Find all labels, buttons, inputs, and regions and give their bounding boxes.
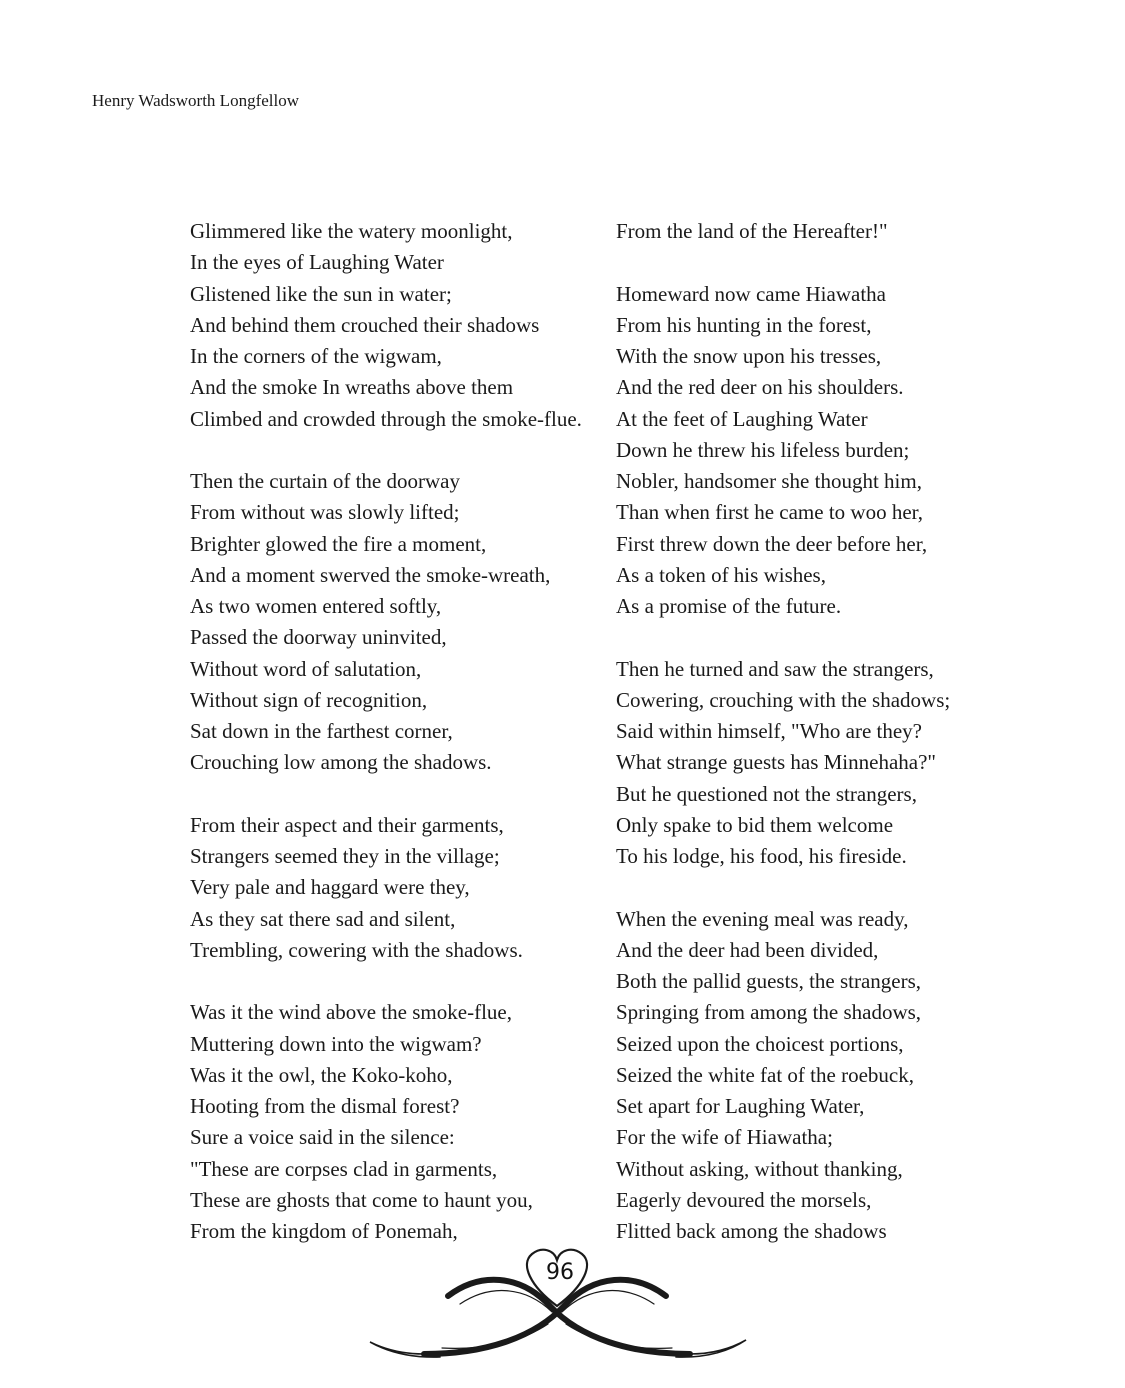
poem-line: Seized upon the choicest portions, (616, 1031, 904, 1056)
stanza (190, 466, 610, 779)
poem-line: Than when first he came to woo her, (616, 500, 924, 525)
poem-line: Glimmered like the watery moonlight, (190, 219, 513, 243)
stanza (616, 654, 1036, 873)
poem-line: Muttering down into the wigwam? (190, 1031, 482, 1056)
poem-line: Without sign of recognition, (190, 687, 428, 712)
poem-line: When the evening meal was ready, (616, 906, 909, 931)
poem-line: Without asking, without thanking, (616, 1156, 903, 1181)
poem-line: But he questioned not the strangers, (616, 781, 917, 806)
poem-line: Cowering, crouching with the shadows; (616, 687, 951, 712)
poem-line: To his lodge, his food, his fireside. (616, 844, 907, 868)
poem-line: And the red deer on his shoulders. (616, 375, 904, 400)
poem-column-right (616, 216, 1036, 1247)
poem-line: Both the pallid guests, the strangers, (616, 969, 922, 993)
page-number: 96 (546, 1260, 574, 1285)
poem-line: Down he threw his lifeless burden; (616, 437, 910, 462)
poem-line: And the smoke In wreaths above them (190, 375, 514, 400)
stanza (190, 997, 610, 1247)
poem-line: As a token of his wishes, (616, 562, 826, 587)
poem-line: Brighter glowed the fire a moment, (190, 531, 487, 556)
stanza (190, 216, 610, 435)
poem-line: These are ghosts that come to haunt you, (190, 1187, 533, 1212)
poem-line: Nobler, handsomer she thought him, (616, 469, 922, 493)
poem-line: Homeward now came Hiawatha (616, 281, 886, 306)
poem-line: Climbed and crowded through the smoke-flue. (190, 406, 582, 431)
stanza (616, 216, 1036, 247)
poem-line: Was it the wind above the smoke-flue, (190, 1000, 512, 1025)
poem-line: Passed the doorway uninvited, (190, 625, 447, 650)
poem-line: Flitted back among the shadows (616, 1219, 887, 1243)
poem-line: Trembling, cowering with the shadows. (190, 937, 523, 962)
poem-line: Seized the white fat of the roebuck, (616, 1062, 914, 1087)
poem-line: Crouching low among the shadows. (190, 750, 492, 775)
poem-line: Then the curtain of the doorway (190, 469, 460, 493)
poem-line: And a moment swerved the smoke-wreath, (190, 562, 551, 587)
stanza (616, 279, 1036, 623)
poem-column-left (190, 216, 610, 1247)
poem-line: Very pale and haggard were they, (190, 875, 470, 900)
poem-line: From the land of the Hereafter!" (616, 219, 888, 243)
poem-line: From the kingdom of Ponemah, (190, 1219, 458, 1243)
poem-line: Without word of salutation, (190, 656, 422, 681)
poem-line: Springing from among the shadows, (616, 1000, 922, 1025)
poem-line: Only spake to bid them welcome (616, 812, 894, 837)
poem-line: Set apart for Laughing Water, (616, 1094, 865, 1118)
poem-line: For the wife of Hiawatha; (616, 1125, 833, 1150)
poem-line: From their aspect and their garments, (190, 812, 504, 837)
poem-line: As they sat there sad and silent, (190, 906, 456, 931)
poem-line: What strange guests has Minnehaha?" (616, 750, 936, 775)
poem-line: Sat down in the farthest corner, (190, 719, 453, 743)
poem-line: Sure a voice said in the silence: (190, 1125, 455, 1150)
poem-line: And the deer had been divided, (616, 937, 879, 962)
poem-line: As two women entered softly, (190, 594, 442, 618)
poem-line: Eagerly devoured the morsels, (616, 1187, 872, 1212)
poem-line: "These are corpses clad in garments, (190, 1156, 498, 1181)
stanza (616, 904, 1036, 1248)
poem-line: At the feet of Laughing Water (616, 406, 868, 431)
poem-line: With the snow upon his tresses, (616, 344, 882, 368)
stanza (190, 810, 610, 966)
poem-line: From his hunting in the forest, (616, 312, 872, 337)
poem-line: As a promise of the future. (616, 594, 842, 618)
poem-line: Glistened like the sun in water; (190, 281, 452, 306)
poem-line: Then he turned and saw the strangers, (616, 656, 934, 681)
poem-line: Was it the owl, the Koko-koho, (190, 1062, 453, 1087)
poem-line: First threw down the deer before her, (616, 531, 928, 556)
poem-line: From without was slowly lifted; (190, 500, 460, 525)
poem-line: Said within himself, "Who are they? (616, 719, 922, 743)
poem-line: Hooting from the dismal forest? (190, 1094, 460, 1118)
poem-line: In the corners of the wigwam, (190, 344, 442, 368)
poem-line: In the eyes of Laughing Water (190, 250, 444, 275)
poem-line: Strangers seemed they in the village; (190, 844, 500, 868)
running-header-author: Henry Wadsworth Longfellow (92, 91, 299, 110)
poem-line: And behind them crouched their shadows (190, 312, 540, 337)
